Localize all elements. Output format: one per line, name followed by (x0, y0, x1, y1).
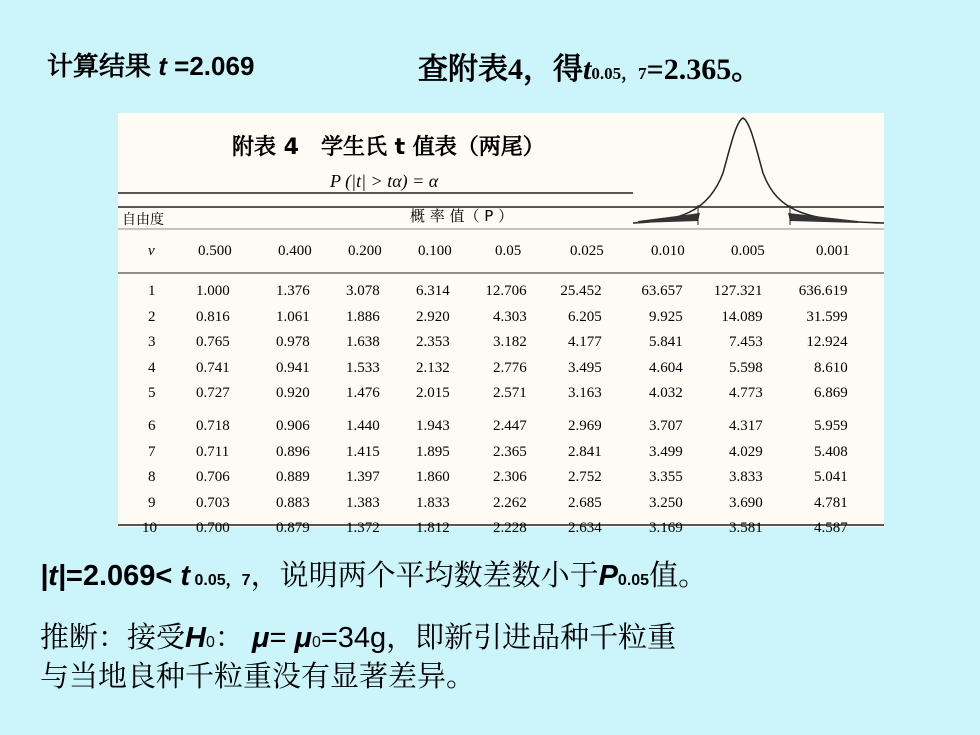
t-value-cell: 1.638 (346, 334, 380, 351)
t-value-cell: 2.365 (493, 443, 527, 460)
t-value-cell: 2.752 (568, 469, 602, 486)
t-value-cell: 3.169 (649, 520, 683, 537)
df-cell: 9 (148, 494, 156, 511)
t-value-cell: 0.727 (196, 385, 230, 402)
t-value-cell: 3.250 (649, 494, 683, 511)
prob-header-cell: 0.400 (278, 243, 312, 259)
t-value-cell: 3.499 (649, 443, 683, 460)
t-value-cell: 1.397 (346, 469, 380, 486)
probability-label: 概 率 值（ P ） (410, 207, 514, 225)
t-value-cell: 63.657 (641, 283, 683, 299)
t-value-cell: 0.706 (196, 469, 230, 486)
t-value-cell: 2.015 (416, 385, 450, 402)
t-value-cell: 0.896 (276, 443, 310, 460)
t-value-cell: 4.029 (729, 443, 763, 460)
t-value-cell: 1.895 (416, 443, 450, 460)
prob-header-cell: 0.010 (651, 243, 685, 259)
df-cell: 5 (148, 385, 156, 402)
t-value-cell: 1.833 (416, 494, 450, 511)
t-symbol: t (158, 51, 167, 81)
t-value-cell: 0.978 (276, 334, 310, 351)
t-value-cell: 3.078 (346, 283, 380, 299)
t-value-cell: 4.032 (649, 385, 683, 402)
t-value-cell: 2.447 (493, 418, 527, 434)
prob-header-cell: 0.500 (198, 243, 232, 259)
t-value-cell: 1.061 (276, 308, 310, 325)
t-value-cell: 0.879 (276, 520, 310, 537)
t-value-cell: 3.707 (649, 418, 683, 434)
t-value-cell: 2.262 (493, 494, 527, 511)
conclusion-text: |t|=2.069< t 0.05，7，说明两个平均数差数小于P0.05值。 (40, 560, 708, 592)
prob-header-cell: 0.001 (816, 243, 850, 259)
t-value-cell: 2.634 (568, 520, 602, 537)
t-value-cell: 0.765 (196, 334, 230, 351)
t-value-cell: 0.883 (276, 494, 310, 511)
table-formula: P (|t| > tα) = α (330, 171, 439, 191)
t-value-cell: 1.476 (346, 385, 380, 402)
nu-header: ν (148, 243, 155, 259)
dof-label: 自由度 (122, 212, 164, 228)
t-value-cell: 4.773 (729, 385, 763, 402)
prob-header-cell: 0.025 (570, 243, 604, 259)
t-value-cell: 2.353 (416, 334, 450, 351)
t-value-cell: 8.610 (814, 359, 848, 376)
table-lookup-text: 查附表4，得t0.05，7=2.365。 (418, 53, 762, 86)
prob-header-cell: 0.200 (348, 243, 382, 259)
t-value-cell: 0.703 (196, 494, 230, 511)
t-value-cell: 1.533 (346, 359, 380, 376)
t-value-cell: 4.177 (568, 334, 602, 351)
t-value-cell: 4.781 (814, 494, 848, 511)
df-cell: 2 (148, 308, 156, 325)
df-cell: 1 (148, 283, 156, 299)
t-value-cell: 1.372 (346, 520, 380, 537)
t-value-cell: 12.924 (806, 334, 848, 351)
t-value-cell: 2.571 (493, 385, 527, 402)
t-value-cell: 0.816 (196, 308, 230, 325)
table-title: 附表 4 学生氏 t 值表（两尾） (232, 135, 545, 160)
t-symbol: t (583, 53, 592, 86)
prob-header-cell: 0.05 (495, 243, 522, 259)
t-value-cell: 31.599 (806, 308, 848, 325)
t-value-cell: 1.440 (346, 418, 380, 434)
t-value-cell: 6.205 (568, 308, 602, 325)
t-value-cell: 3.355 (649, 469, 683, 486)
t-value-cell: 4.587 (814, 520, 848, 537)
calc-result-text: 计算结果 t =2.069 (47, 51, 255, 81)
t-value-cell: 0.711 (196, 443, 230, 460)
t-value-cell: 2.306 (493, 469, 527, 486)
df-cell: 6 (148, 418, 156, 434)
t-value-cell: 1.943 (416, 418, 450, 434)
t-value-cell: 12.706 (485, 283, 527, 299)
t-value-cell: 2.776 (493, 359, 527, 376)
t-value-cell: 2.228 (493, 520, 527, 537)
df-cell: 10 (142, 520, 157, 537)
t-value-cell: 3.163 (568, 385, 602, 402)
t-value-cell: 1.860 (416, 469, 450, 486)
t-value-cell: 2.920 (416, 308, 450, 325)
t-value-cell: 6.869 (814, 385, 848, 402)
t-value-cell: 0.906 (276, 418, 310, 434)
t-value-cell: 1.886 (346, 308, 380, 325)
t-value-cell: 25.452 (560, 283, 602, 299)
t-value-cell: 2.969 (568, 418, 602, 434)
t-value-cell: 3.581 (729, 520, 763, 537)
t-value-cell: 5.408 (814, 443, 848, 460)
t-value-cell: 2.685 (568, 494, 602, 511)
t-value-cell: 9.925 (649, 308, 683, 325)
t-value-cell: 5.598 (729, 359, 763, 376)
t-value-cell: 1.376 (276, 283, 310, 299)
t-value-cell: 1.812 (416, 520, 450, 537)
t-value-cell: 0.920 (276, 385, 310, 402)
t-value-cell: 6.314 (416, 283, 450, 299)
df-cell: 7 (148, 443, 156, 460)
t-value-cell: 3.690 (729, 494, 763, 511)
prob-header-cell: 0.005 (731, 243, 765, 259)
df-cell: 8 (148, 469, 156, 486)
t-value-cell: 0.700 (196, 520, 230, 537)
t-value-cell: 5.841 (649, 334, 683, 351)
t-value-cell: 4.303 (493, 308, 527, 325)
t-value-cell: 1.415 (346, 443, 380, 460)
t-value-cell: 5.959 (814, 418, 848, 434)
t-value-cell: 4.604 (649, 359, 683, 376)
t-value-cell: 3.833 (729, 469, 763, 486)
t-value-cell: 4.317 (729, 418, 763, 434)
t-value-cell: 127.321 (713, 283, 763, 299)
t-value-cell: 14.089 (721, 308, 763, 325)
bell-curve-icon (633, 118, 884, 225)
inference-line-1: 推断：接受H0： μ= μ0=34g，即新引进品种千粒重 (40, 622, 677, 654)
t-value-cell: 0.889 (276, 469, 310, 486)
t-value-cell: 5.041 (814, 469, 848, 486)
t-value-cell: 3.495 (568, 359, 602, 376)
t-value-cell: 3.182 (493, 334, 527, 351)
t-value-cell: 2.841 (568, 443, 602, 460)
inference-line-2: 与当地良种千粒重没有显著差异。 (40, 661, 476, 693)
t-value-cell: 636.619 (798, 283, 848, 299)
prob-header-cell: 0.100 (418, 243, 452, 259)
t-value-cell: 0.718 (196, 418, 230, 434)
t-value-cell: 2.132 (416, 359, 450, 376)
t-value-cell: 0.741 (196, 359, 230, 376)
t-value-cell: 1.383 (346, 494, 380, 511)
df-cell: 4 (148, 359, 156, 376)
df-cell: 3 (148, 334, 156, 351)
t-value-cell: 0.941 (276, 359, 310, 376)
t-value-cell: 7.453 (729, 334, 763, 351)
t-subscript: 0.05，7 (591, 64, 647, 83)
t-value-cell: 1.000 (196, 283, 230, 299)
